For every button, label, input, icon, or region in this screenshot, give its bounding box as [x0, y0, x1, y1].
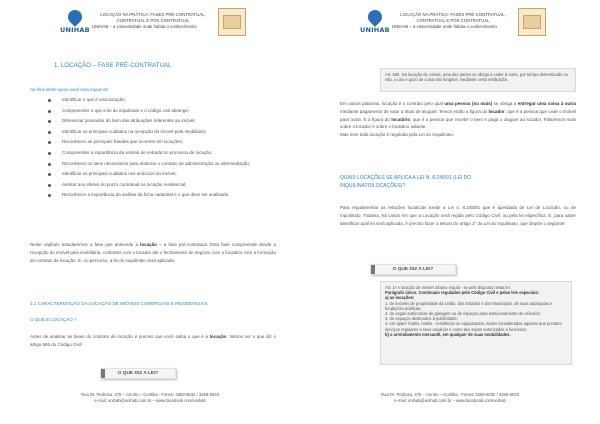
logo-text: UNIHAB [360, 26, 390, 34]
list-item: 2. de vagas autônomas de garagem ou de espaços para estacionamento de veículos; [385, 311, 541, 317]
header-line3: UNIHAB – a Universidade onde habita o conhecimento [92, 24, 197, 29]
list-item: Reconhecer a importância da análise da ficha cadastral e o que deve ser analisado. [48, 192, 278, 198]
unihab-logo [60, 10, 90, 36]
list-item: 3. de espaços destinados à publicidade; [385, 316, 458, 322]
header-text [392, 12, 514, 30]
law-article-box: Art. 1º A locação de imóvel urbano regula - se pelo disposto nesta lei: Parágrafo único. Continuam regulados pelo Código Civil e pelas leis especiais: a) as locações: 1. de imóveis de propriedade da União, dos Estados e dos Municípios, de suas autarquias e fundações públicas; 2. de vagas autônomas de garagem ou de espaços para estacionamento de veículos; 3. de espaços destinados à publicidade; 4. em apart- hotéis, hotéis - residência ou equiparados, assim considerados aqueles que prestam serviços regulares a seus usuários e como tais sejam autorizados a funcionar; b) o arrendamento mercantil, em qualquer de suas modalidades. [380, 281, 572, 365]
list-item: Identificar os principais cuidados na recepção do imóvel pela imobiliária; [48, 129, 278, 135]
institution-seal-icon [518, 8, 546, 36]
subsection-title: 1.1 CARACTERIZAÇÃO DA LOCAÇÃO DE IMÓVEIS COMERCIAIS E RESIDENCIAIS [30, 301, 208, 306]
intro-label: Ao final deste curso você será capaz de: [30, 87, 110, 92]
law-callout: O QUE DIZ A LEI? [100, 368, 176, 379]
lead-paragraph: Antes de analisar as fases do contrato de locação é preciso que você saiba o que é a locação. Vamos ver o que diz o artigo 565 do Código Civil: [30, 334, 276, 347]
logo-drop-icon [365, 7, 385, 27]
page-header [0, 8, 300, 38]
intro-paragraph: Neste capítulo estudaremos a fase que antecede a locação – a fase pré-contratual. Esta fase compreende desde a recepção do imóvel pela imobiliária, contratos com o locador até o fechamento do negócio com o locatário com a formação do contrato de locação. E, no percurso, a lei do inquilinato será aplicada. [30, 242, 276, 263]
page-footer: Rua Dr. Pedrosa, 475 – Centro – Curitiba - Fones: 3259-6032 / 3259-6033 e-mail: unihab@unihab.com.br – www.facebook.com/unihab [81, 392, 219, 404]
list-item: Atentar aos efeitos do prazo contratual na locação residencial; [48, 182, 278, 188]
header-text [92, 12, 214, 30]
header-line1: LOCAÇÃO NA PRÁTICA: FASES PRÉ-CONTRATUAL, [100, 12, 206, 17]
page-header [300, 8, 600, 38]
section-title: 1. LOCAÇÃO – FASE PRÉ-CONTRATUAL [54, 63, 172, 69]
list-item: Reconhecer as principais fraudes que ocorrem em locações; [48, 139, 278, 145]
article-quote-box: Art. 565. Na locação de coisas, uma das partes se obriga a ceder à outra, por tempo determinado ou não, o uso e gozo de coisa não fungível, mediante certa retribuição. [380, 68, 576, 92]
institution-seal-icon [218, 8, 246, 36]
unihab-logo [360, 10, 390, 36]
logo-text: UNIHAB [60, 26, 90, 34]
header-line2: CONTRATUAL E PÓS CONTRATUAL [416, 18, 490, 23]
list-item: Compreender o que a lei do inquilinato e o código civil abrange; [48, 108, 278, 114]
list-item: Diferenciar possuidor do bem das atribuições referentes ao imóvel; [48, 118, 278, 124]
definition-paragraph: Em outras palavras, locação é o contrato pelo qual uma pessoa (ou mais) se obriga a entregar uma coisa à outra mediante pagamento de valor a título de aluguel. Temos então a figura do locador, que é a pessoa que cede o imóvel para outra. E a figura do locatário, que é a pessoa que recebe o bem e paga o aluguel ao locador. Falaremos mais sobre o locador e sobre o locatário adiante. Mas nem toda locação é regulada pela Lei do Inquilinato. [340, 101, 577, 138]
list-item: 1. de imóveis de propriedade da União, dos Estados e dos Municípios, de suas autarquias e fundações públicas; [385, 300, 553, 311]
header-line1: LOCAÇÃO NA PRÁTICA: FASES PRÉ-CONTRATUAL, [400, 12, 506, 17]
header-line2: CONTRATUAL E PÓS CONTRATUAL [116, 18, 190, 23]
list-item: 4. em apart- hotéis, hotéis - residência ou equiparados, assim considerados aqueles que prestam serviços regulares a seus usuários e como tais sejam autorizados a funcionar; [385, 321, 562, 332]
list-item: Identificar os principais cuidados nos anúncios do imóvel; [48, 171, 278, 177]
question-heading: O QUE É LOCAÇÃO ? [30, 317, 77, 322]
logo-drop-icon [65, 7, 85, 27]
header-line3: UNIHAB – a Universidade onde habita o conhecimento [392, 24, 497, 29]
list-item: Compreender a importância da vistoria de entrada no processo de locação; [48, 150, 278, 156]
page-footer: Rua Dr. Pedrosa, 475 – Centro – Curitiba - Fones: 3259-6032 / 3259-6033 e-mail: unihab@unihab.com.br – www.facebook.com/unihab [381, 392, 519, 404]
right-page [300, 0, 600, 424]
list-item: Identificar o que é uma locação; [48, 97, 278, 103]
objectives-list [48, 97, 278, 203]
regulation-paragraph: Para regulamentar as relações locatícias existe a Lei n. 8.245/91 que é apelidada de Lei de Locação, ou de Inquilinato. Todavia, há casos em que a Locação será regida pelo Código Civil, ou pela lei específica. E, para saber identificar qual lei será aplicada, é preciso fazer a leitura do artigo 1º da Lei do Inquilinato, que dispõe o seguinte: [340, 205, 576, 226]
laws-heading: QUAIS LOCAÇÕES SE APLICA A LEI N. 8.245/91 (LEI DO INQUILINATO/LOCAÇÕES)? [340, 175, 472, 189]
list-item: Reconhecer os itens necessários para elaborar o contrato de administração ou intermediação; [48, 161, 278, 167]
law-callout: O QUE DIZ A LEI? [370, 264, 456, 275]
